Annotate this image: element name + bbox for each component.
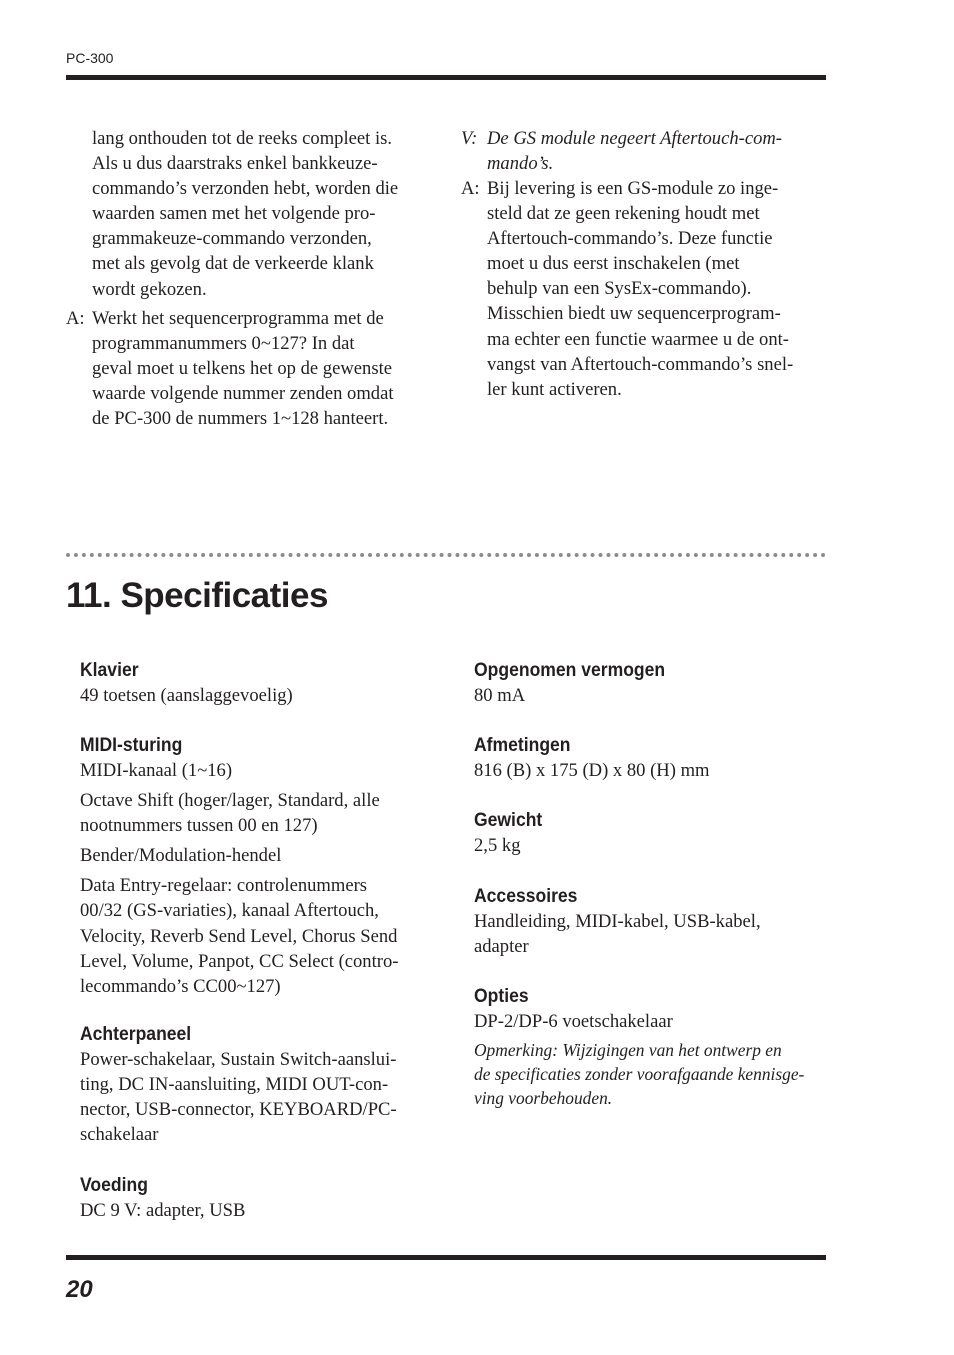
text-line: Data Entry-regelaar: controlenummers [80, 875, 368, 897]
text-line: DC 9 V: adapter, USB [80, 1200, 246, 1221]
text-line: Level, Volume, Panpot, CC Select (contro- [80, 950, 399, 972]
text-line: Werkt het sequencerprogramma met de [92, 308, 384, 329]
spec-value [80, 683, 440, 708]
text-line: met als gevolg dat de verkeerde klank [92, 253, 374, 275]
footer-rule [66, 1255, 826, 1260]
text-line: ving voorbehouden. [474, 1088, 613, 1109]
text-line: vangst van Aftertouch-commando’s snel- [487, 353, 794, 375]
spec-value [80, 843, 440, 868]
spec-value [80, 758, 440, 783]
model-name: PC-300 [66, 50, 114, 66]
spec-value [474, 833, 834, 858]
spec-value [80, 1198, 440, 1223]
text-line: schakelaar [80, 1124, 159, 1146]
section-title: 11. Specificaties [66, 576, 328, 615]
text-line: Power-schakelaar, Sustain Switch-aanslui- [80, 1049, 397, 1070]
text-line: 00/32 (GS-variaties), kanaal Aftertouch, [80, 900, 379, 922]
text-line: nootnummers tussen 00 en 127) [80, 815, 318, 837]
spec-heading: Gewicht [474, 809, 543, 831]
spec-heading: Afmetingen [474, 734, 571, 756]
spec-value [474, 758, 834, 783]
answer-text [487, 176, 832, 402]
text-line: steld dat ze geen rekening houdt met [487, 203, 760, 225]
header-rule [66, 75, 826, 80]
text-line: Velocity, Reverb Send Level, Chorus Send [80, 925, 398, 947]
spec-value [474, 1009, 834, 1034]
text-line: wordt gekozen. [92, 278, 207, 300]
answer-label: A: [461, 178, 480, 199]
spec-heading: Opgenomen vermogen [474, 659, 666, 681]
text-line: programmanummers 0~127? In dat [92, 333, 355, 355]
text-line: Misschien biedt uw sequencerprogram- [487, 303, 781, 325]
spec-value [474, 683, 834, 708]
spec-heading: Achterpaneel [80, 1023, 192, 1045]
spec-heading: Accessoires [474, 885, 578, 907]
text-line: MIDI-kanaal (1~16) [80, 760, 233, 781]
spec-achterpaneel [80, 1022, 440, 1147]
spec-midi-sturing [80, 733, 440, 999]
text-line: ler kunt activeren. [487, 378, 622, 400]
text-line: mando’s. [487, 153, 554, 175]
answer-text [92, 306, 437, 431]
spec-heading: Klavier [80, 659, 139, 681]
text-line: waarden samen met het volgende pro- [92, 203, 376, 225]
spec-value [474, 909, 834, 959]
question-text [487, 126, 832, 176]
text-line: Aftertouch-commando’s. Deze functie [487, 228, 773, 250]
section-divider [66, 553, 826, 557]
spec-voeding [80, 1173, 440, 1223]
text-line: 2,5 kg [474, 835, 521, 856]
text-line: ma echter een functie waarmee u de ont- [487, 328, 789, 350]
text-line: lang onthouden tot de reeks compleet is. [92, 128, 393, 149]
text-line: geval moet u telkens het op de gewenste [92, 358, 392, 380]
text-line: 816 (B) x 175 (D) x 80 (H) mm [474, 760, 710, 781]
text-line: grammakeuze-commando verzonden, [92, 228, 372, 250]
continuation-paragraph [92, 126, 452, 302]
text-line: commando’s verzonden hebt, worden die [92, 178, 399, 200]
question-label: V: [461, 128, 478, 149]
spec-value [80, 873, 440, 998]
text-line: de specificaties zonder voorafgaande kennisge- [474, 1064, 805, 1085]
spec-gewicht [474, 808, 834, 858]
spec-opgenomen-vermogen [474, 658, 834, 708]
spec-value [80, 788, 440, 838]
text-line: moet u dus eerst inschakelen (met [487, 253, 740, 275]
text-line: De GS module negeert Aftertouch-com- [487, 128, 783, 149]
spec-afmetingen [474, 733, 834, 783]
text-line: DP-2/DP-6 voetschakelaar [474, 1011, 673, 1032]
spec-klavier [80, 658, 440, 708]
text-line: 80 mA [474, 685, 526, 706]
text-line: adapter [474, 936, 529, 958]
text-line: Octave Shift (hoger/lager, Standard, alle [80, 790, 380, 812]
spec-accessoires [474, 884, 834, 959]
spec-heading: Opties [474, 985, 529, 1007]
text-line: Opmerking: Wijzigingen van het ontwerp en [474, 1040, 782, 1061]
text-line: behulp van een SysEx-commando). [487, 278, 752, 300]
spec-value [80, 1047, 440, 1147]
spec-note [474, 1038, 834, 1110]
text-line: Als u dus daarstraks enkel bankkeuze- [92, 153, 378, 175]
answer-label: A: [66, 308, 85, 329]
spec-heading: Voeding [80, 1174, 148, 1196]
text-line: Bij levering is een GS-module zo inge- [487, 178, 779, 199]
text-line: 49 toetsen (aanslaggevoelig) [80, 685, 293, 706]
text-line: lecommando’s CC00~127) [80, 975, 281, 997]
text-line: ting, DC IN-aansluiting, MIDI OUT-con- [80, 1074, 389, 1096]
text-line: Bender/Modulation-hendel [80, 845, 282, 867]
page-number: 20 [66, 1276, 93, 1303]
text-line: waarde volgende nummer zenden omdat [92, 383, 394, 405]
text-line: nector, USB-connector, KEYBOARD/PC- [80, 1099, 397, 1121]
text-line: de PC-300 de nummers 1~128 hanteert. [92, 408, 389, 430]
spec-opties [474, 984, 834, 1110]
text-line: Handleiding, MIDI-kabel, USB-kabel, [474, 911, 761, 932]
spec-heading: MIDI-sturing [80, 734, 183, 756]
